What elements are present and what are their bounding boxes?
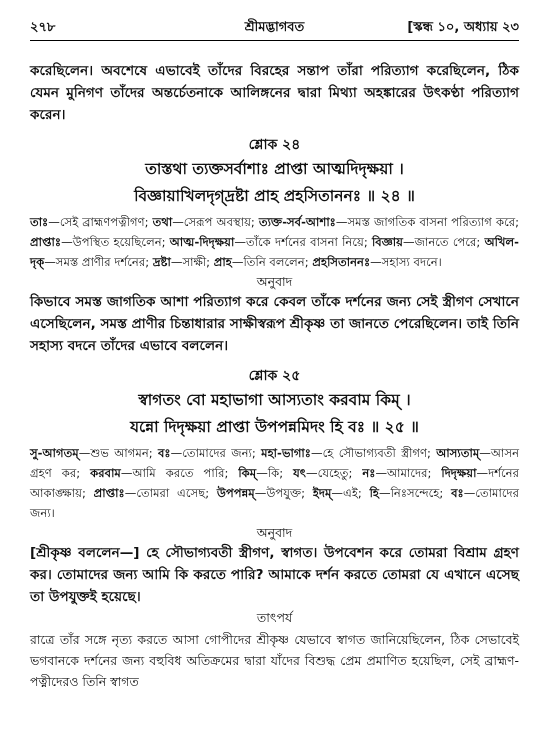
synonym-meaning: উপস্থিত হয়েছিলেন;: [72, 235, 170, 249]
synonym-word: বঃ: [451, 486, 464, 500]
synonym-word: প্রহসিতাননঃ: [312, 255, 371, 269]
synonym-meaning: সমস্ত প্রাণীর দর্শনের;: [55, 255, 153, 269]
synonym-meaning: আমি করতে পারি;: [132, 466, 239, 480]
synonym-meaning: উপযুক্ত;: [266, 486, 313, 500]
purport-heading: তাৎপর্য: [256, 610, 293, 625]
synonym-word: তাঃ: [30, 215, 49, 229]
synonym-word: আস্যতাম্: [436, 446, 480, 460]
intro-paragraph: করেছিলেন। অবশেষে এভাবেই তাঁদের বিরহের সন্তাপ তাঁরা পরিত্যাগ করেছিলেন, ঠিক যেমন মুনিগণ তাঁদের অন্তর্চেতনাকে আলিঙ্গনের দ্বারা মিথ্যা অহঙ্কারের উৎকণ্ঠা পরিত্যাগ করেন।: [30, 63, 519, 123]
synonym-meaning: সেরূপ অবস্থায়;: [183, 215, 259, 229]
verse-24-heading: শ্লোক ২৪: [248, 137, 301, 153]
synonym-meaning: কি;: [267, 466, 294, 480]
verse-24-line-1: তাস্তথা ত্যক্তসর্বাশাঃ প্রাপ্তা আত্মদিদৃক্ষয়া ।: [145, 160, 404, 178]
page-header: [30, 18, 519, 42]
synonym-word: প্রাপ্তাঃ: [93, 486, 125, 500]
synonym-meaning: তিনি বললেন;: [243, 255, 313, 269]
synonym-word: প্রাহ: [213, 255, 232, 269]
synonym-word: বঃ: [157, 446, 171, 460]
verse-24-translation: কিভাবে সমস্ত জাগতিক আশা পরিত্যাগ করে কেবল তাঁকে দর্শনের জন্য সেই স্ত্রীগণ সেখানে এসেছিলেন, সমস্ত প্রাণীর চিন্তাধারার সাক্ষীস্বরূপ শ্রীকৃষ্ণ তা জানতে পেরেছিলেন। তাই তিনি সহাস্য বদনে তাঁদের এভাবে বললেন।: [30, 294, 519, 354]
synonym-meaning: তাঁকে দর্শনের বাসনা নিয়ে;: [245, 235, 372, 249]
synonym-word: দিদৃক্ষয়া: [441, 466, 477, 480]
synonym-word: যৎ: [293, 466, 307, 480]
synonym-meaning: তোমাদের জন্য;: [182, 446, 262, 460]
synonym-word: বিজ্ঞায়: [371, 235, 403, 249]
canto-chapter: [স্কন্ধ ১০, অধ্যায় ২৩: [407, 20, 519, 35]
synonym-word: ইদম্: [312, 486, 332, 500]
header-rule: [30, 40, 519, 41]
synonym-meaning: আসন গ্রহণ কর;: [30, 446, 519, 480]
synonym-meaning: তোমরা এসেছ;: [136, 486, 217, 500]
synonym-meaning: সেই ব্রাহ্মণপত্নীগণ;: [59, 215, 153, 229]
synonym-meaning: জানতে পেরে;: [414, 235, 485, 249]
synonym-meaning: হে সৌভাগ্যবতী স্ত্রীগণ;: [322, 446, 437, 460]
synonym-meaning: তোমাদের জন্য।: [30, 486, 519, 520]
synonym-word: কিম্: [238, 466, 257, 480]
verse-25-translation: [শ্রীকৃষ্ণ বললেন—] হে সৌভাগ্যবতী স্ত্রীগণ, স্বাগত। উপবেশন করে তোমরা বিশ্রাম গ্রহণ কর। তোমাদের জন্য আমি কি করতে পারি? আমাকে দর্শন করতে তোমরা যে এখানে এসেছ তা উপযুক্তই হয়েছে।: [30, 545, 519, 605]
synonym-word: দ্রষ্টা: [152, 255, 171, 269]
verse-24-synonyms: তাঃ—সেই ব্রাহ্মণপত্নীগণ; তথা—সেরূপ অবস্থায়; ত্যক্ত-সর্ব-আশাঃ—সমস্ত জাগতিক বাসনা পরিত্যাগ করে; প্রাপ্তাঃ—উপস্থিত হয়েছিলেন; আত্ম-দিদৃক্ষয়া—তাঁকে দর্শনের বাসনা নিয়ে; বিজ্ঞায়—জানতে পেরে; অখিল-দৃক্—সমস্ত প্রাণীর দর্শনের; দ্রষ্টা—সাক্ষী; প্রাহ—তিনি বললেন; প্রহসিতাননঃ—সহাস্য বদনে।: [30, 215, 520, 269]
synonym-meaning: সাক্ষী;: [182, 255, 214, 269]
synonym-word: সু-আগতম্: [30, 446, 79, 460]
synonym-meaning: সহাস্য বদনে।: [381, 255, 442, 269]
synonym-word: নঃ: [362, 466, 376, 480]
synonym-meaning: দর্শনের আকাঙ্ক্ষায়;: [30, 466, 519, 500]
verse-25-heading: শ্লোক ২৫: [248, 368, 301, 384]
synonym-meaning: আমাদের;: [387, 466, 442, 480]
verse-25-translation-heading: অনুবাদ: [256, 525, 293, 540]
synonym-word: প্রাপ্তাঃ: [30, 235, 62, 249]
synonym-meaning: এই;: [343, 486, 370, 500]
synonym-word: হি: [369, 486, 379, 500]
synonym-word: অখিল-দৃক্: [30, 235, 519, 269]
synonym-word: মহা-ভাগাঃ: [261, 446, 311, 460]
synonym-word: আত্ম-দিদৃক্ষয়া: [169, 235, 235, 249]
synonym-meaning: সমস্ত জাগতিক বাসনা পরিত্যাগ করে;: [347, 215, 520, 229]
synonym-word: করবাম: [90, 466, 121, 480]
page-number: ২৭৮: [30, 20, 56, 35]
synonym-meaning: যেহেতু;: [317, 466, 363, 480]
synonym-meaning: শুভ আগমন;: [90, 446, 158, 460]
synonym-word: ত্যক্ত-সর্ব-আশাঃ: [258, 215, 336, 229]
verse-24-line-2: বিজ্ঞায়াখিলদৃগ্‌দ্রষ্টা প্রাহ প্রহসিতাননঃ ॥ ২৪ ॥: [134, 187, 415, 205]
synonym-meaning: নিঃসন্দেহে;: [390, 486, 452, 500]
verse-25-line-2: যন্নো দিদৃক্ষয়া প্রাপ্তা উপপন্নমিদং হি বঃ ॥ ২৫ ॥: [130, 418, 419, 436]
purport-text: রাত্রে তাঁর সঙ্গে নৃত্য করতে আসা গোপীদের শ্রীকৃষ্ণ যেভাবে স্বাগত জানিয়েছিলেন, ঠিক সেভাবেই ভগবানকে দর্শনের জন্য বহুবিধ অতিক্রমের দ্বারা যাঁদের বিশুদ্ধ প্রেম প্রমাণিত হয়েছিল, সেই ব্রাহ্মণ-পত্নীদেরও তিনি স্বাগত: [30, 632, 519, 689]
synonym-word: তথা: [152, 215, 173, 229]
verse-25-line-1: স্বাগতং বো মহাভাগা আস্যতাং করবাম কিম্ ।: [138, 391, 411, 409]
synonym-word: উপপন্নম্: [216, 486, 255, 500]
book-title: শ্রীমদ্ভাগবত: [244, 20, 305, 35]
verse-24-translation-heading: অনুবাদ: [256, 274, 293, 289]
page-content: [30, 60, 519, 692]
verse-25-synonyms: সু-আগতম্—শুভ আগমন; বঃ—তোমাদের জন্য; মহা-ভাগাঃ—হে সৌভাগ্যবতী স্ত্রীগণ; আস্যতাম্—আসন গ্রহণ কর; করবাম—আমি করতে পারি; কিম্—কি; যৎ—যেহেতু; নঃ—আমাদের; দিদৃক্ষয়া—দর্শনের আকাঙ্ক্ষায়; প্রাপ্তাঃ—তোমরা এসেছ; উপপন্নম্—উপযুক্ত; ইদম্—এই; হি—নিঃসন্দেহে; বঃ—তোমাদের জন্য।: [30, 446, 519, 520]
